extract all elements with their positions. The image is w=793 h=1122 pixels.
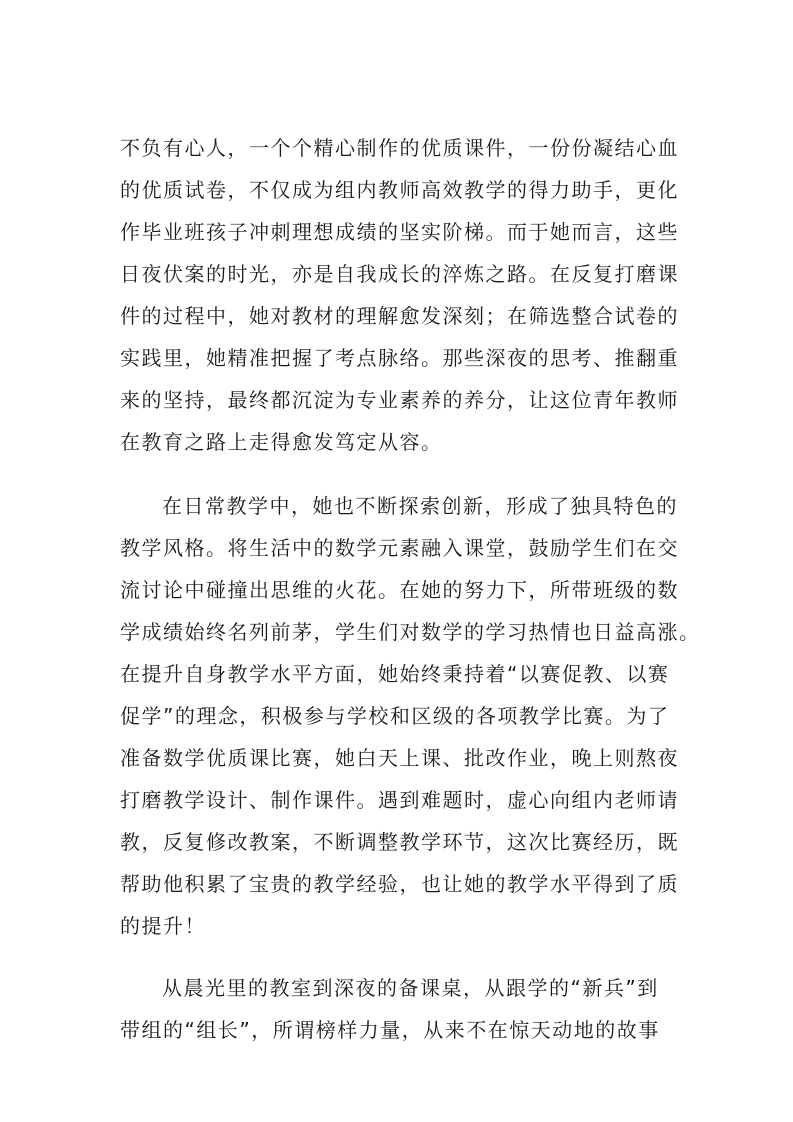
- paragraph-2-line-4: 学成绩始终名列前茅，学生们对数学的学习热情也日益高涨。: [120, 620, 701, 644]
- paragraph-3-line-2: 带组的“组长”，所谓榜样力量，从来不在惊天动地的故事: [120, 1018, 660, 1042]
- paragraph-1-line-2: 的优质试卷，不仅成为组内教师高效教学的得力助手，更化: [120, 178, 679, 202]
- paragraph-3-line-1: 从晨光里的教室到深夜的备课桌，从跟学的“新兵”到: [162, 976, 659, 1000]
- paragraph-2-line-6: 促学”的理念，积极参与学校和区级的各项教学比赛。为了: [120, 704, 670, 728]
- paragraph-2-line-8: 打磨教学设计、制作课件。遇到难题时，虚心向组内老师请: [120, 788, 679, 812]
- paragraph-2-line-2: 教学风格。将生活中的数学元素融入课堂，鼓励学生们在交: [120, 536, 679, 560]
- paragraph-2-line-1: 在日常教学中，她也不断探索创新，形成了独具特色的: [162, 494, 678, 518]
- paragraph-1-line-7: 来的坚持，最终都沉淀为专业素养的养分，让这位青年教师: [120, 388, 679, 412]
- paragraph-2-line-11: 的提升！: [120, 914, 206, 938]
- paragraph-1-line-5: 件的过程中，她对教材的理解愈发深刻；在筛选整合试卷的: [120, 304, 679, 328]
- paragraph-1-line-3: 作毕业班孩子冲刺理想成绩的坚实阶梯。而于她而言，这些: [120, 220, 679, 244]
- paragraph-2-line-5: 在提升自身教学水平方面，她始终秉持着“以赛促教、以赛: [120, 662, 670, 686]
- paragraph-2-line-10: 帮助他积累了宝贵的教学经验，也让她的教学水平得到了质: [120, 872, 679, 896]
- paragraph-1-line-4: 日夜伏案的时光，亦是自我成长的淬炼之路。在反复打磨课: [120, 262, 679, 286]
- paragraph-1-line-8: 在教育之路上走得愈发笃定从容。: [120, 430, 443, 454]
- paragraph-2-line-9: 教，反复修改教案，不断调整教学环节，这次比赛经历，既: [120, 830, 679, 854]
- paragraph-2-line-7: 准备数学优质课比赛，她白天上课、批改作业，晚上则熬夜: [120, 746, 679, 770]
- paragraph-1-line-1: 不负有心人，一个个精心制作的优质课件，一份份凝结心血: [120, 136, 679, 160]
- paragraph-1-line-6: 实践里，她精准把握了考点脉络。那些深夜的思考、推翻重: [120, 346, 679, 370]
- paragraph-2-line-3: 流讨论中碰撞出思维的火花。在她的努力下，所带班级的数: [120, 578, 679, 602]
